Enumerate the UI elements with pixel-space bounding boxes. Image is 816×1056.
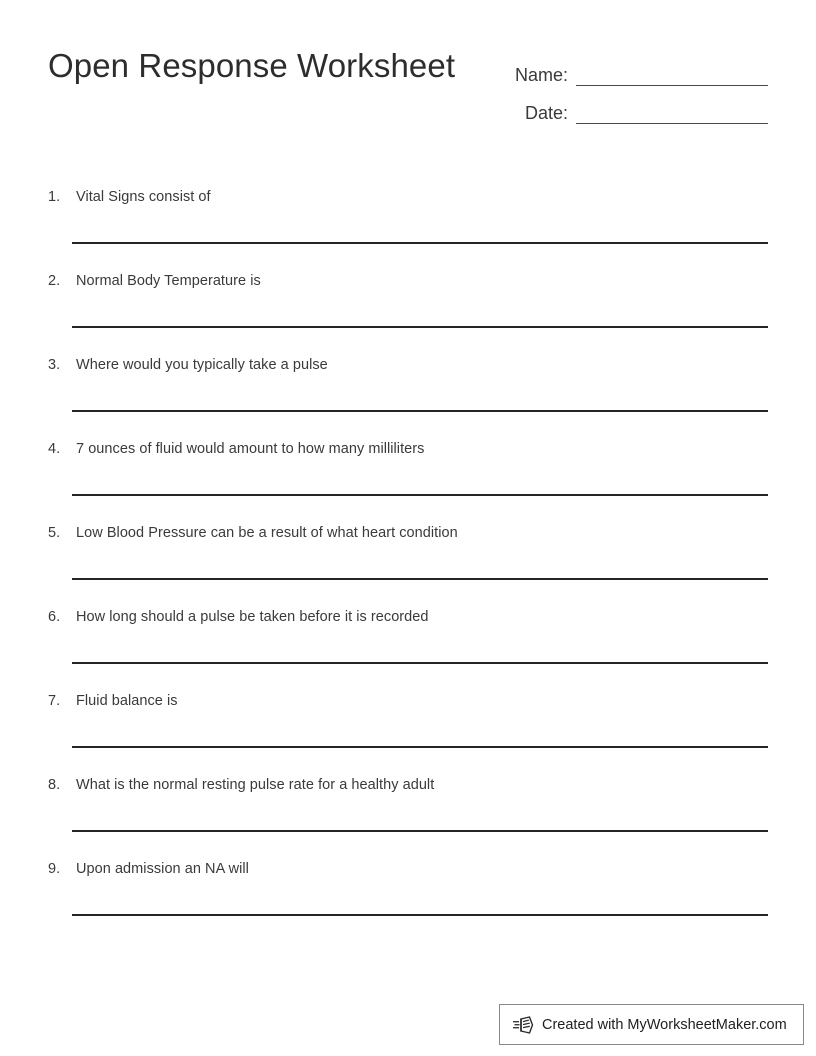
page-title: Open Response Worksheet [48, 47, 456, 84]
question-item [48, 858, 768, 942]
question-item [48, 438, 768, 522]
question-number: 7. [48, 693, 61, 709]
question-item [48, 186, 768, 270]
question-text: Vital Signs consist of [76, 189, 211, 205]
question-text: Fluid balance is [76, 693, 178, 709]
name-field-row [498, 48, 768, 86]
question-text: What is the normal resting pulse rate for a healthy adult [76, 777, 435, 793]
question-text: Where would you typically take a pulse [76, 357, 328, 373]
question-text: Normal Body Temperature is [76, 273, 261, 289]
question-item [48, 522, 768, 606]
quill-pen-logo-icon [512, 1013, 536, 1037]
answer-line[interactable] [72, 662, 768, 664]
created-with-label: Created with MyWorksheetMaker.com [542, 1016, 787, 1033]
worksheet-header [48, 44, 768, 124]
answer-line[interactable] [72, 242, 768, 244]
answer-line[interactable] [72, 494, 768, 496]
question-number: 9. [48, 861, 61, 877]
question-number: 2. [48, 273, 61, 289]
question-text: How long should a pulse be taken before it is recorded [76, 609, 429, 625]
question-item [48, 270, 768, 354]
answer-line[interactable] [72, 410, 768, 412]
question-number: 5. [48, 525, 61, 541]
name-field-input[interactable] [576, 66, 768, 86]
answer-line[interactable] [72, 578, 768, 580]
date-field-input[interactable] [576, 104, 768, 124]
question-number: 1. [48, 189, 61, 205]
created-with-badge[interactable] [499, 1004, 804, 1045]
question-item [48, 690, 768, 774]
answer-line[interactable] [72, 914, 768, 916]
student-info-fields [498, 48, 768, 124]
question-item [48, 774, 768, 858]
question-number: 4. [48, 441, 61, 457]
question-item [48, 606, 768, 690]
name-field-label: Name: [514, 65, 568, 85]
question-text: Upon admission an NA will [76, 861, 249, 877]
date-field-row [498, 86, 768, 124]
question-text: 7 ounces of fluid would amount to how many milliliters [76, 441, 425, 457]
question-item [48, 354, 768, 438]
date-field-label: Date: [524, 103, 568, 123]
question-number: 8. [48, 777, 61, 793]
question-list [48, 186, 768, 942]
question-number: 3. [48, 357, 61, 373]
answer-line[interactable] [72, 830, 768, 832]
answer-line[interactable] [72, 746, 768, 748]
answer-line[interactable] [72, 326, 768, 328]
question-text: Low Blood Pressure can be a result of what heart condition [76, 525, 458, 541]
question-number: 6. [48, 609, 61, 625]
